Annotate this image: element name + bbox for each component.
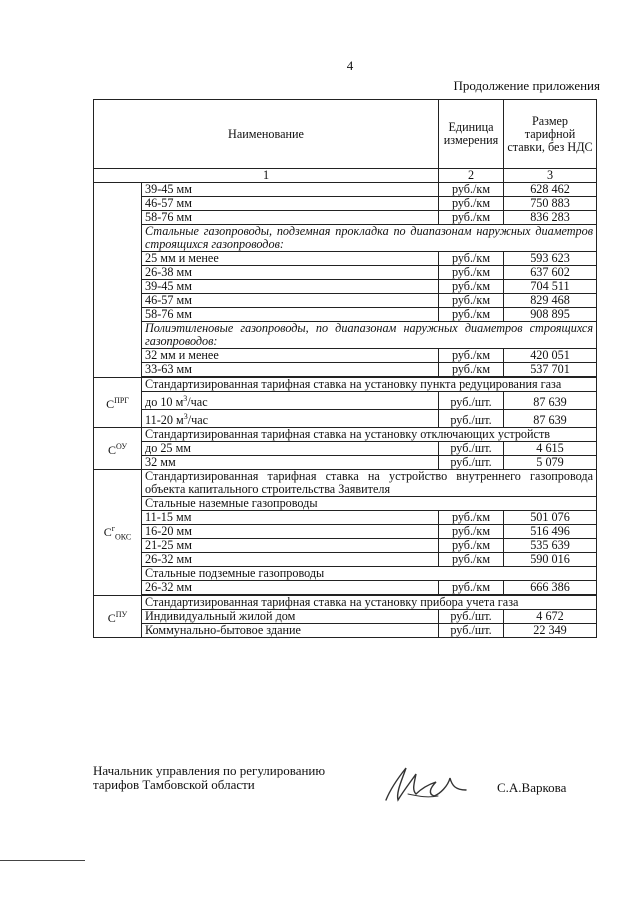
oks-heading: Стандартизированная тарифная ставка на устройство внутреннего газопровода объекта капитального строительства Заявителя	[142, 470, 597, 497]
code-prg	[94, 378, 142, 428]
row-name	[142, 410, 439, 428]
table-row	[94, 183, 597, 197]
row-name: до 25 мм	[142, 442, 439, 456]
code-pu	[94, 596, 142, 638]
footnote-divider	[0, 860, 85, 861]
code-subscript: ОКС	[115, 532, 132, 542]
ou-heading: Стандартизированная тарифная ставка на установку отключающих устройств	[142, 428, 597, 442]
header-unit: Единица измерения	[439, 100, 504, 169]
code-base: С	[107, 611, 116, 626]
row-name: 33-63 мм	[142, 363, 439, 377]
code-superscript: г	[111, 523, 116, 533]
table-row	[94, 392, 597, 410]
signatory-title	[93, 764, 353, 792]
code-oks	[94, 470, 142, 596]
name-superscript: 3	[183, 412, 188, 422]
row-rate: 908 895	[504, 308, 597, 322]
handwritten-signature	[378, 760, 473, 805]
row-name: 39-45 мм	[142, 280, 439, 294]
row-rate: 4 672	[504, 610, 597, 624]
section-heading-row	[94, 225, 597, 252]
row-name: 11-15 мм	[142, 511, 439, 525]
row-rate: 593 623	[504, 252, 597, 266]
row-name: 26-38 мм	[142, 266, 439, 280]
row-rate: 501 076	[504, 511, 597, 525]
row-rate: 4 615	[504, 442, 597, 456]
row-unit: руб./шт.	[439, 410, 504, 428]
row-rate: 5 079	[504, 456, 597, 470]
pu-heading: Стандартизированная тарифная ставка на установку прибора учета газа	[142, 596, 597, 610]
oks-subsection-2: Стальные подземные газопроводы	[142, 567, 597, 581]
row-unit: руб./шт.	[439, 624, 504, 638]
row-name: 26-32 мм	[142, 553, 439, 567]
row-unit: руб./км	[439, 294, 504, 308]
row-unit: руб./км	[439, 308, 504, 322]
column-number-row	[94, 169, 597, 183]
signatory-title-line: тарифов Тамбовской области	[93, 777, 255, 792]
section-heading-row	[94, 596, 597, 610]
code-ou	[94, 428, 142, 470]
row-name: 46-57 мм	[142, 197, 439, 211]
steel-underground-heading: Стальные газопроводы, подземная прокладка по диапазонам наружных диаметров строящихся газопроводов:	[142, 225, 597, 252]
table-row	[94, 610, 597, 624]
prg-heading: Стандартизированная тарифная ставка на установку пункта редуцирования газа	[142, 378, 597, 392]
name-superscript: 3	[183, 394, 188, 403]
signatory-name: С.А.Варкова	[497, 780, 567, 795]
row-unit: руб./км	[439, 553, 504, 567]
row-unit: руб./шт.	[439, 456, 504, 470]
row-unit: руб./км	[439, 363, 504, 377]
table-row	[94, 442, 597, 456]
row-rate: 535 639	[504, 539, 597, 553]
oks-subsection-1: Стальные наземные газопроводы	[142, 497, 597, 511]
name-text: 11-20 м	[145, 413, 184, 428]
table-row	[94, 525, 597, 539]
name-text: /час	[187, 413, 209, 428]
row-rate: 750 883	[504, 197, 597, 211]
row-rate: 666 386	[504, 581, 597, 595]
row-rate: 87 639	[504, 392, 597, 410]
subsection-row	[94, 497, 597, 511]
section-heading-row	[94, 428, 597, 442]
name-text: до 10 м	[145, 395, 184, 410]
row-unit: руб./км	[439, 280, 504, 294]
row-unit: руб./км	[439, 581, 504, 595]
row-rate: 87 639	[504, 410, 597, 428]
row-rate: 628 462	[504, 183, 597, 197]
table-row	[94, 553, 597, 567]
row-name: 25 мм и менее	[142, 252, 439, 266]
table-row	[94, 280, 597, 294]
column-number: 1	[94, 169, 439, 183]
table-row	[94, 211, 597, 225]
column-number: 2	[439, 169, 504, 183]
row-rate: 516 496	[504, 525, 597, 539]
table-row	[94, 266, 597, 280]
row-rate: 637 602	[504, 266, 597, 280]
table-row	[94, 349, 597, 363]
row-unit: руб./шт.	[439, 442, 504, 456]
row-name: 46-57 мм	[142, 294, 439, 308]
row-name: 58-76 мм	[142, 308, 439, 322]
table-row	[94, 456, 597, 470]
row-name: 16-20 мм	[142, 525, 439, 539]
code-superscript: ОУ	[116, 442, 127, 452]
table-row	[94, 363, 597, 377]
row-unit: руб./км	[439, 197, 504, 211]
page-number: 4	[346, 58, 354, 73]
row-unit: руб./км	[439, 525, 504, 539]
table-row	[94, 252, 597, 266]
signatory-title-line: Начальник управления по регулированию	[93, 763, 326, 778]
row-name: 32 мм	[142, 456, 439, 470]
code-superscript: ПУ	[115, 610, 128, 620]
polyethylene-heading: Полиэтиленовые газопроводы, по диапазонам наружных диаметров строящихся газопроводов:	[142, 322, 597, 349]
row-rate: 420 051	[504, 349, 597, 363]
row-unit: руб./км	[439, 349, 504, 363]
row-name: 39-45 мм	[142, 183, 439, 197]
header-rate: Размер тарифной ставки, без НДС	[504, 100, 597, 169]
section-heading-row	[94, 322, 597, 349]
row-name: 32 мм и менее	[142, 349, 439, 363]
table-row	[94, 581, 597, 595]
row-rate: 590 016	[504, 553, 597, 567]
code-base: С	[103, 524, 112, 539]
column-number: 3	[504, 169, 597, 183]
row-name: Индивидуальный жилой дом	[142, 610, 439, 624]
name-text: /час	[187, 395, 208, 410]
table-row	[94, 624, 597, 638]
row-unit: руб./шт.	[439, 392, 504, 410]
table-row	[94, 308, 597, 322]
row-unit: руб./км	[439, 266, 504, 280]
row-name	[142, 392, 439, 410]
table-row	[94, 294, 597, 308]
header-name: Наименование	[94, 100, 439, 169]
code-base: С	[106, 397, 115, 412]
header-row	[94, 100, 597, 169]
code-base: С	[107, 443, 116, 458]
row-unit: руб./км	[439, 252, 504, 266]
row-unit: руб./км	[439, 211, 504, 225]
row-name: 26-32 мм	[142, 581, 439, 595]
row-rate: 836 283	[504, 211, 597, 225]
row-rate: 704 511	[504, 280, 597, 294]
tariff-table	[93, 99, 597, 638]
row-rate: 537 701	[504, 363, 597, 377]
row-name: 58-76 мм	[142, 211, 439, 225]
table-row	[94, 410, 597, 428]
row-rate: 829 468	[504, 294, 597, 308]
code-superscript: ПРГ	[114, 396, 129, 406]
table-row	[94, 539, 597, 553]
row-name: Коммунально-бытовое здание	[142, 624, 439, 638]
row-unit: руб./км	[439, 539, 504, 553]
code-cell-empty	[94, 183, 142, 378]
continuation-label: Продолжение приложения	[453, 78, 600, 93]
table-row	[94, 511, 597, 525]
row-unit: руб./км	[439, 183, 504, 197]
subsection-row	[94, 567, 597, 581]
section-heading-row	[94, 378, 597, 392]
row-unit: руб./км	[439, 511, 504, 525]
table-row	[94, 197, 597, 211]
row-rate: 22 349	[504, 624, 597, 638]
row-unit: руб./шт.	[439, 610, 504, 624]
row-name: 21-25 мм	[142, 539, 439, 553]
section-heading-row	[94, 470, 597, 497]
